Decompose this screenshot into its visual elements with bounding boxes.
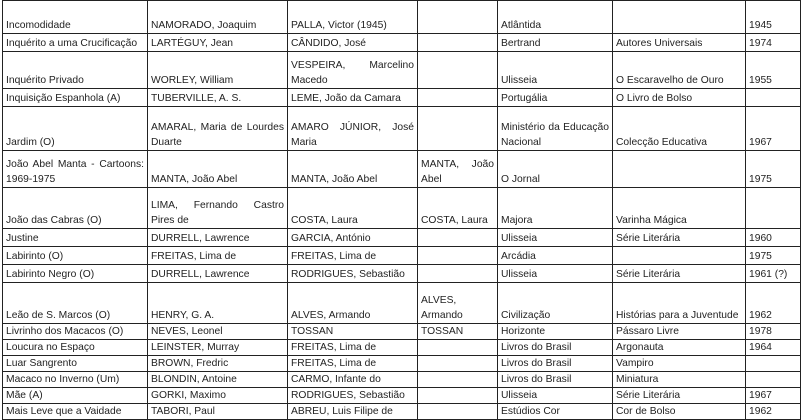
table-row xyxy=(3,229,801,247)
cell-year xyxy=(746,188,801,229)
cell-collection: Colecção Educativa xyxy=(613,107,746,151)
table-row xyxy=(3,324,801,340)
cell-collection: Série Literária xyxy=(613,265,746,283)
cell-year: 1975 xyxy=(746,247,801,265)
cell-illustrator xyxy=(418,52,498,89)
cell-author: LIMA, Fernando Castro Pires de xyxy=(148,188,288,229)
cell-publisher: Portugália xyxy=(498,89,613,107)
table-row xyxy=(3,388,801,404)
cell-translator: CARMO, Infante do xyxy=(288,372,418,388)
cell-collection xyxy=(613,151,746,188)
cell-publisher: Ulisseia xyxy=(498,265,613,283)
book-catalog-table xyxy=(2,0,801,420)
cell-illustrator xyxy=(418,89,498,107)
cell-illustrator xyxy=(418,404,498,420)
cell-year: 1967 xyxy=(746,388,801,404)
cell-collection: Autores Universais xyxy=(613,34,746,52)
cell-translator: RODRIGUES, Sebastião xyxy=(288,388,418,404)
cell-title: Incomodidade xyxy=(3,1,148,34)
cell-author: HENRY, G. A. xyxy=(148,283,288,324)
cell-title: Leão de S. Marcos (O) xyxy=(3,283,148,324)
cell-collection xyxy=(613,247,746,265)
cell-collection: Série Literária xyxy=(613,388,746,404)
cell-year: 1974 xyxy=(746,34,801,52)
cell-translator: FREITAS, Lima de xyxy=(288,356,418,372)
cell-illustrator: TOSSAN xyxy=(418,324,498,340)
cell-title: Inquérito a uma Crucificação xyxy=(3,34,148,52)
cell-collection: Histórias para a Juventude xyxy=(613,283,746,324)
cell-illustrator: ALVES, Armando xyxy=(418,283,498,324)
cell-publisher: Arcádia xyxy=(498,247,613,265)
cell-illustrator xyxy=(418,356,498,372)
cell-title: Loucura no Espaço xyxy=(3,340,148,356)
cell-author: WORLEY, William xyxy=(148,52,288,89)
cell-year xyxy=(746,356,801,372)
cell-year: 1960 xyxy=(746,229,801,247)
cell-title: Mais Leve que a Vaidade xyxy=(3,404,148,420)
cell-translator: AMARO JÚNIOR, José Maria xyxy=(288,107,418,151)
cell-collection: Miniatura xyxy=(613,372,746,388)
cell-year: 1955 xyxy=(746,52,801,89)
cell-author: LEINSTER, Murray xyxy=(148,340,288,356)
table-row xyxy=(3,372,801,388)
cell-collection: Vampiro xyxy=(613,356,746,372)
cell-collection xyxy=(613,1,746,34)
cell-translator: TOSSAN xyxy=(288,324,418,340)
cell-collection: Cor de Bolso xyxy=(613,404,746,420)
cell-translator: LEME, João da Camara xyxy=(288,89,418,107)
table-row xyxy=(3,188,801,229)
cell-author: GORKI, Maximo xyxy=(148,388,288,404)
cell-author: NEVES, Leonel xyxy=(148,324,288,340)
cell-author: BROWN, Fredric xyxy=(148,356,288,372)
table-row xyxy=(3,340,801,356)
cell-title: Jardim (O) xyxy=(3,107,148,151)
table-body xyxy=(3,1,801,420)
cell-illustrator: MANTA, João Abel xyxy=(418,151,498,188)
table-row xyxy=(3,34,801,52)
cell-author: TABORI, Paul xyxy=(148,404,288,420)
cell-collection: Varinha Mágica xyxy=(613,188,746,229)
table-row xyxy=(3,356,801,372)
cell-publisher: Ulisseia xyxy=(498,229,613,247)
cell-publisher: Livros do Brasil xyxy=(498,340,613,356)
cell-title: Luar Sangrento xyxy=(3,356,148,372)
cell-publisher: Livros do Brasil xyxy=(498,372,613,388)
cell-author: BLONDIN, Antoine xyxy=(148,372,288,388)
cell-collection: Argonauta xyxy=(613,340,746,356)
cell-title: João Abel Manta - Cartoons: 1969-1975 xyxy=(3,151,148,188)
cell-illustrator xyxy=(418,1,498,34)
cell-year: 1961 (?) xyxy=(746,265,801,283)
cell-collection: O Livro de Bolso xyxy=(613,89,746,107)
cell-year: 1945 xyxy=(746,1,801,34)
table-row xyxy=(3,265,801,283)
cell-title: Inquérito Privado xyxy=(3,52,148,89)
cell-title: Labirinto Negro (O) xyxy=(3,265,148,283)
cell-illustrator xyxy=(418,107,498,151)
cell-translator: RODRIGUES, Sebastião xyxy=(288,265,418,283)
cell-author: NAMORADO, Joaquim xyxy=(148,1,288,34)
cell-translator: COSTA, Laura xyxy=(288,188,418,229)
cell-author: MANTA, João Abel xyxy=(148,151,288,188)
cell-title: Macaco no Inverno (Um) xyxy=(3,372,148,388)
cell-collection: O Escaravelho de Ouro xyxy=(613,52,746,89)
cell-translator: CÂNDIDO, José xyxy=(288,34,418,52)
cell-publisher: Atlântida xyxy=(498,1,613,34)
cell-illustrator xyxy=(418,229,498,247)
cell-author: LARTÉGUY, Jean xyxy=(148,34,288,52)
cell-year: 1978 xyxy=(746,324,801,340)
table-row xyxy=(3,52,801,89)
cell-author: DURRELL, Lawrence xyxy=(148,229,288,247)
cell-translator: PALLA, Victor (1945) xyxy=(288,1,418,34)
cell-title: Labirinto (O) xyxy=(3,247,148,265)
cell-year xyxy=(746,372,801,388)
cell-year xyxy=(746,89,801,107)
table-row xyxy=(3,247,801,265)
table-row xyxy=(3,89,801,107)
cell-author: DURRELL, Lawrence xyxy=(148,265,288,283)
table-row xyxy=(3,283,801,324)
cell-illustrator xyxy=(418,372,498,388)
cell-publisher: Horizonte xyxy=(498,324,613,340)
cell-author: AMARAL, Maria de Lourdes Duarte xyxy=(148,107,288,151)
cell-collection: Série Literária xyxy=(613,229,746,247)
cell-translator: GARCIA, António xyxy=(288,229,418,247)
cell-illustrator xyxy=(418,388,498,404)
cell-year: 1962 xyxy=(746,404,801,420)
cell-year: 1964 xyxy=(746,340,801,356)
cell-translator: ABREU, Luis Filipe de xyxy=(288,404,418,420)
cell-collection: Pássaro Livre xyxy=(613,324,746,340)
cell-publisher: Ulisseia xyxy=(498,388,613,404)
cell-author: FREITAS, Lima de xyxy=(148,247,288,265)
cell-illustrator xyxy=(418,247,498,265)
cell-publisher: O Jornal xyxy=(498,151,613,188)
cell-translator: VESPEIRA, Marcelino Macedo xyxy=(288,52,418,89)
cell-title: Mãe (A) xyxy=(3,388,148,404)
cell-translator: ALVES, Armando xyxy=(288,283,418,324)
cell-title: Justine xyxy=(3,229,148,247)
cell-publisher: Livros do Brasil xyxy=(498,356,613,372)
cell-year: 1962 xyxy=(746,283,801,324)
cell-translator: FREITAS, Lima de xyxy=(288,247,418,265)
cell-publisher: Bertrand xyxy=(498,34,613,52)
cell-illustrator xyxy=(418,340,498,356)
cell-translator: MANTA, João Abel xyxy=(288,151,418,188)
cell-author: TUBERVILLE, A. S. xyxy=(148,89,288,107)
table-row xyxy=(3,151,801,188)
cell-title: Livrinho dos Macacos (O) xyxy=(3,324,148,340)
cell-year: 1975 xyxy=(746,151,801,188)
table-row xyxy=(3,107,801,151)
cell-title: Inquisição Espanhola (A) xyxy=(3,89,148,107)
cell-translator: FREITAS, Lima de xyxy=(288,340,418,356)
table-row xyxy=(3,1,801,34)
cell-publisher: Ulisseia xyxy=(498,52,613,89)
cell-publisher: Estúdios Cor xyxy=(498,404,613,420)
cell-illustrator xyxy=(418,265,498,283)
cell-publisher: Ministério da Educação Nacional xyxy=(498,107,613,151)
cell-publisher: Civilização xyxy=(498,283,613,324)
cell-illustrator: COSTA, Laura xyxy=(418,188,498,229)
cell-title: João das Cabras (O) xyxy=(3,188,148,229)
cell-year: 1967 xyxy=(746,107,801,151)
table-row xyxy=(3,404,801,420)
cell-publisher: Majora xyxy=(498,188,613,229)
cell-illustrator xyxy=(418,34,498,52)
